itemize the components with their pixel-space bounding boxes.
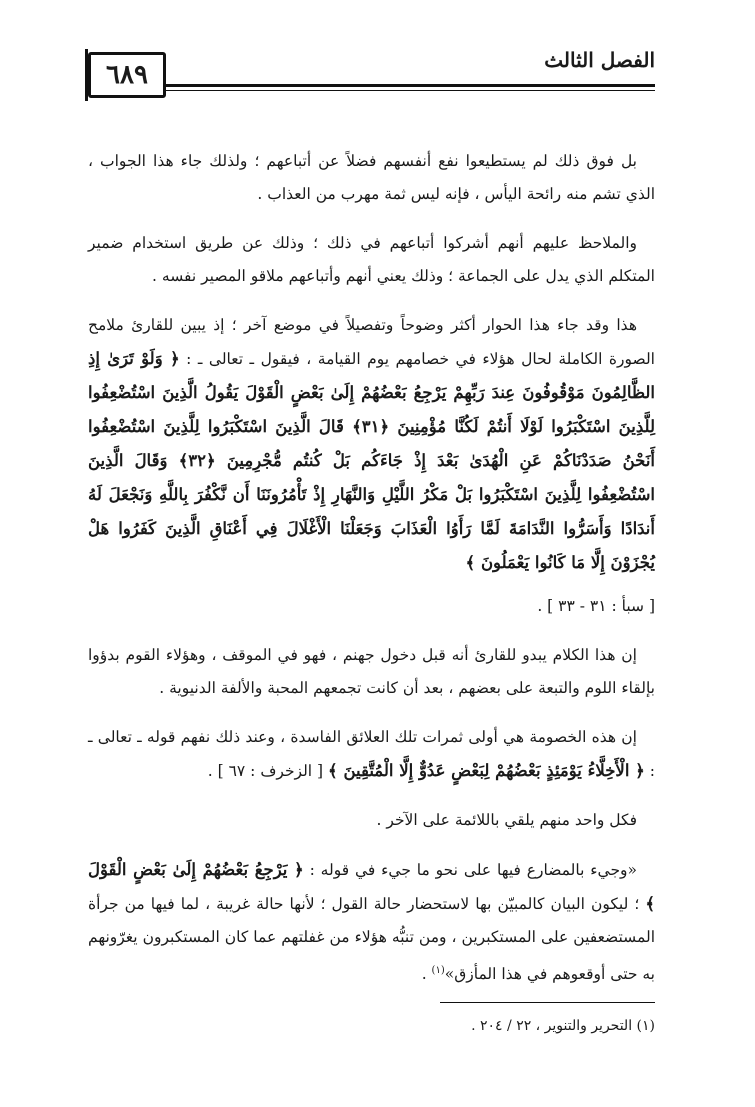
verse-reference-zukhruf: [ الزخرف : ٦٧ ] . bbox=[207, 762, 324, 780]
page-number-box bbox=[88, 52, 166, 98]
page-number: ٦٨٩ bbox=[106, 60, 148, 90]
quran-verse-inline: ﴿ يَرْجِعُ بَعْضُهُمْ إِلَىٰ بَعْضٍ الْقَوْلَ ﴾ bbox=[88, 860, 655, 913]
footnote-marker[interactable]: (١) bbox=[431, 965, 445, 976]
header-rule bbox=[164, 84, 655, 87]
quote-end: . bbox=[421, 965, 432, 984]
quran-verse-saba: ﴿ وَلَوْ تَرَىٰ إِذِ الظَّالِمُونَ مَوْقُوفُونَ عِندَ رَبِّهِمْ يَرْجِعُ بَعْضُهُمْ إِلَىٰ بَعْضٍ الْقَوْلَ يَقُولُ الَّذِينَ اسْتُضْعِفُوا لِلَّذِينَ اسْتَكْبَرُوا لَوْلَا أَنتُمْ لَكُنَّا مُؤْمِنِينَ ﴿٣١﴾ قَالَ الَّذِينَ اسْتَكْبَرُوا لِلَّذِينَ اسْتُضْعِفُوا أَنَحْنُ صَدَدْنَاكُمْ عَنِ الْهُدَىٰ بَعْدَ إِذْ جَاءَكُم بَلْ كُنتُم مُّجْرِمِينَ ﴿٣٢﴾ وَقَالَ الَّذِينَ اسْتُضْعِفُوا لِلَّذِينَ اسْتَكْبَرُوا بَلْ مَكْرُ اللَّيْلِ وَالنَّهَارِ إِذْ تَأْمُرُونَنَا أَن نَّكْفُرَ بِاللَّهِ وَنَجْعَلَ لَهُ أَندَادًا وَأَسَرُّوا النَّدَامَةَ لَمَّا رَأَوُا الْعَذَابَ وَجَعَلْنَا الْأَغْلَالَ فِي أَعْنَاقِ الَّذِينَ كَفَرُوا هَلْ يُجْزَوْنَ إِلَّا مَا كَانُوا يَعْمَلُونَ ﴾ bbox=[88, 349, 656, 572]
paragraph-1: بل فوق ذلك لم يستطيعوا نفع أنفسهم فضلاً عن أتباعهم ؛ ولذلك جاء هذا الجواب ، الذي تشم منه رائحة اليأس ، فإنه ليس ثمة مهرب من العذاب . bbox=[88, 152, 655, 203]
quote-part-2: ؛ ليكون البيان كالمبيّن بها لاستحضار حالة القول ؛ لأنها حالة غريبة ، لما فيها من جرأة المستضعفين على المستكبرين ، ومن تنبُّه هؤلاء من غفلتهم عما كان المستكبرون يغرّونهم به حتى أوقعوهم في هذا المأزق» bbox=[88, 895, 655, 984]
paragraph-4: إن هذا الكلام يبدو للقارئ أنه قبل دخول جهنم ، فهو في الموقف ، وهؤلاء القوم بدؤوا بإلقاء اللوم والتبعة على بعضهم ، بعد أن كانت تجمعهم المحبة والألفة الدنيوية . bbox=[88, 646, 655, 697]
header-rule-thin bbox=[164, 90, 655, 91]
footnote: (١) التحرير والتنوير ، ٢٢ / ٢٠٤ . bbox=[471, 1018, 655, 1034]
page-body bbox=[88, 145, 655, 1007]
paragraph-7-quote bbox=[88, 853, 655, 991]
paragraph-6: فكل واحد منهم يلقي باللائمة على الآخر . bbox=[376, 811, 637, 829]
footnote-rule bbox=[440, 1002, 655, 1003]
quran-verse-zukhruf: ﴿ الْأَخِلَّاءُ يَوْمَئِذٍ بَعْضُهُمْ لِبَعْضٍ عَدُوٌّ إِلَّا الْمُتَّقِينَ ﴾ bbox=[328, 761, 645, 780]
paragraph-3-text: هذا وقد جاء هذا الحوار أكثر وضوحاً وتفصيلاً في موضع آخر ؛ إذ يبين للقارئ ملامح الصورة الكاملة لحال هؤلاء في خصامهم يوم القيامة ، فيقول ـ تعالى ـ : bbox=[88, 316, 655, 368]
quote-part-1: «وجيء بالمضارع فيها على نحو ما جيء في قوله : bbox=[309, 861, 637, 879]
page-header bbox=[88, 44, 655, 90]
paragraph-5-text: إن هذه الخصومة هي أولى ثمرات تلك العلائق الفاسدة ، وعند ذلك نفهم قوله ـ تعالى ـ : bbox=[88, 728, 655, 780]
verse-reference-saba: [ سبأ : ٣١ - ٣٣ ] . bbox=[537, 597, 655, 615]
paragraph-5 bbox=[88, 721, 655, 788]
paragraph-2: والملاحظ عليهم أنهم أشركوا أتباعهم في ذلك ؛ وذلك عن طريق استخدام ضمير المتكلم الذي يدل على الجماعة ؛ وذلك يعني أنهم وأتباعهم ملاقو المصير نفسه . bbox=[88, 234, 655, 285]
paragraph-3 bbox=[88, 309, 655, 580]
chapter-title: الفصل الثالث bbox=[544, 48, 655, 72]
